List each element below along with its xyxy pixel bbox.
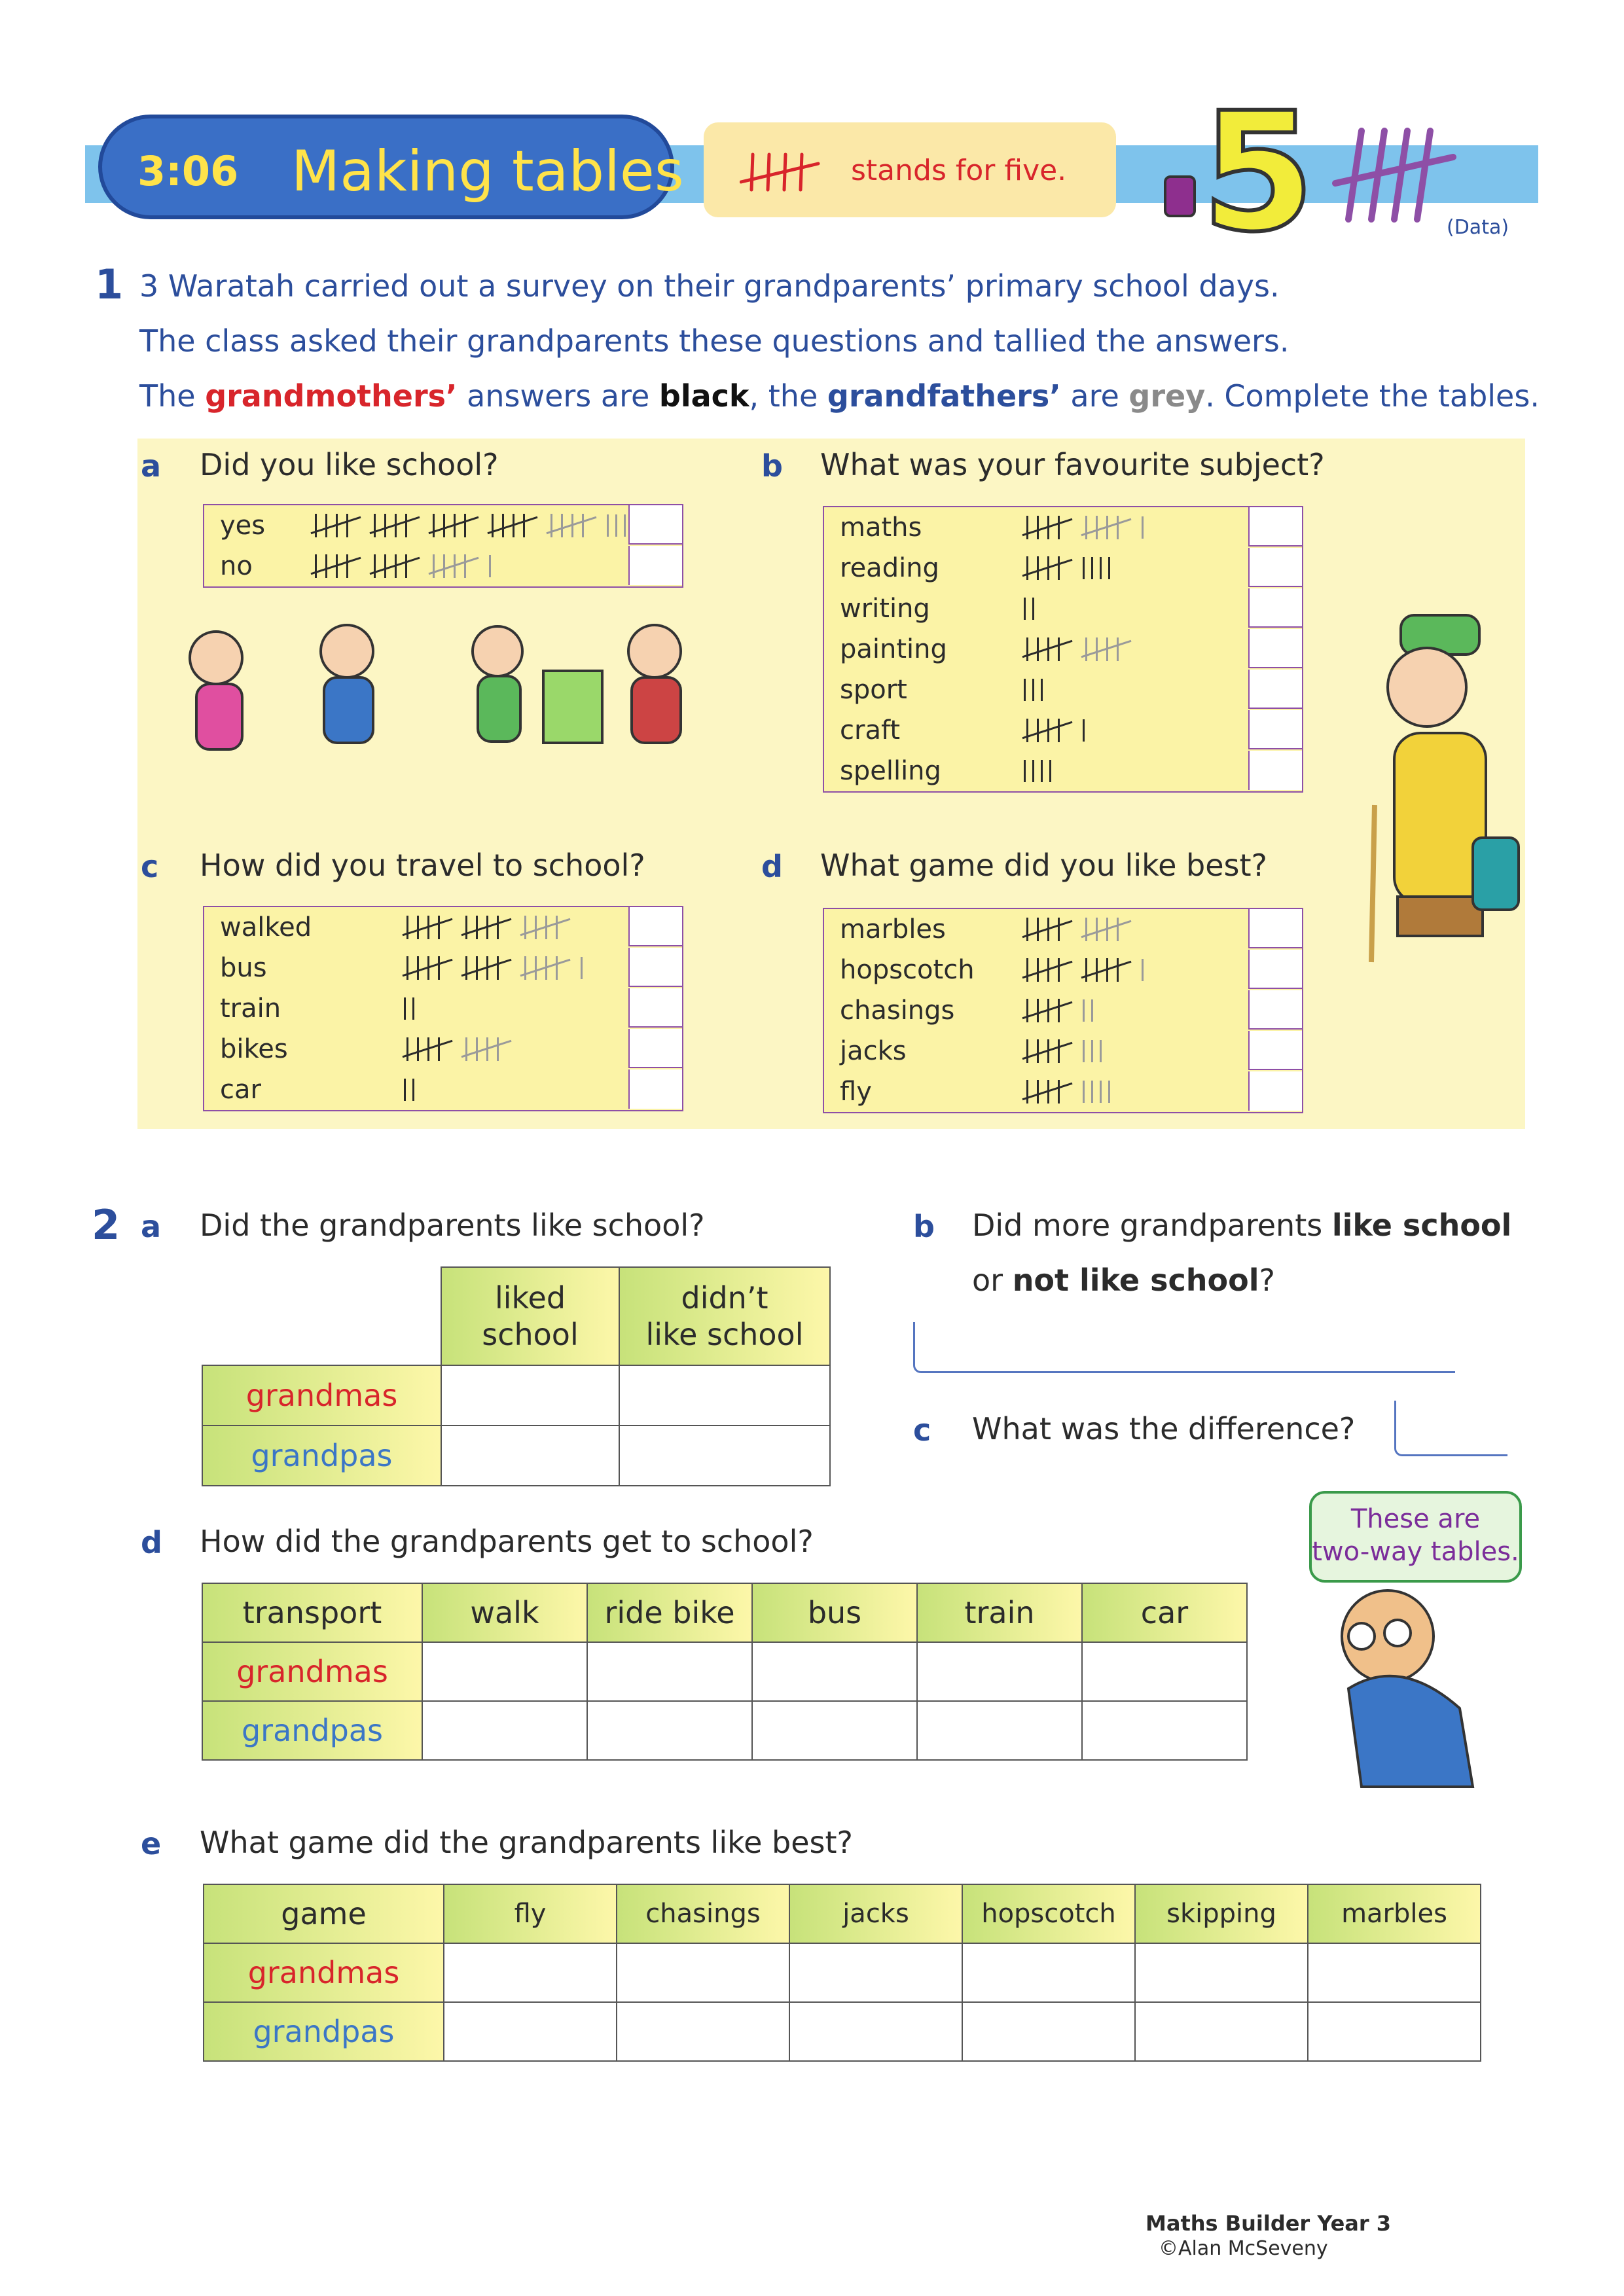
row-label: bikes bbox=[220, 1034, 288, 1064]
row-label: chasings bbox=[840, 996, 955, 1026]
answer-box[interactable] bbox=[628, 505, 682, 545]
tally-group-icon bbox=[522, 914, 568, 941]
tally-row bbox=[824, 950, 1302, 990]
column-header: walk bbox=[422, 1583, 587, 1642]
q2e-two-way-table bbox=[203, 1884, 1481, 2062]
answer-box[interactable] bbox=[1248, 710, 1302, 749]
tally-group-icon bbox=[463, 914, 509, 941]
column-header: bus bbox=[752, 1583, 917, 1642]
answer-cell[interactable] bbox=[619, 1365, 830, 1426]
q2b-question-line1 bbox=[972, 1208, 1511, 1243]
row-header-grandmas: grandmas bbox=[202, 1365, 441, 1426]
tally-stroke-icon bbox=[1024, 598, 1026, 620]
answer-cell[interactable] bbox=[1135, 2002, 1308, 2061]
tally-marks bbox=[1024, 994, 1100, 1024]
tally-marks bbox=[1024, 913, 1142, 943]
tally-group-icon bbox=[548, 512, 594, 539]
tally-stroke-icon bbox=[1032, 598, 1034, 620]
answer-cell[interactable] bbox=[1308, 1943, 1481, 2002]
tally-row bbox=[824, 751, 1302, 791]
tally-group-icon bbox=[1024, 997, 1070, 1024]
tally-group-icon bbox=[312, 512, 358, 539]
tally-stroke-icon bbox=[1100, 557, 1102, 579]
row-label: bus bbox=[220, 953, 267, 983]
question-2-number: 2 bbox=[92, 1201, 120, 1249]
tally-row bbox=[824, 629, 1302, 670]
intro-mid2: , the bbox=[749, 378, 818, 414]
q2b-question-line2 bbox=[972, 1263, 1275, 1298]
answer-box[interactable] bbox=[1248, 548, 1302, 587]
tally-marks bbox=[312, 550, 497, 580]
tally-stroke-icon bbox=[1091, 999, 1093, 1022]
q2d-question: How did the grandparents get to school? bbox=[200, 1524, 814, 1559]
tally-group-icon bbox=[463, 955, 509, 981]
tally-stroke-icon bbox=[412, 997, 414, 1020]
row-header-grandmas: grandmas bbox=[202, 1642, 422, 1701]
tally-row bbox=[204, 1069, 682, 1110]
intro-grandfathers: grandfathers’ bbox=[827, 378, 1061, 414]
q1-intro-line2: The class asked their grandparents these questions and tallied the answers. bbox=[139, 323, 1290, 359]
tally-marks bbox=[404, 952, 589, 982]
tally-stroke-icon bbox=[607, 514, 609, 537]
tally-group-icon bbox=[522, 955, 568, 981]
footer-book-title: Maths Builder Year 3 bbox=[1146, 2211, 1392, 2236]
tally-five-icon bbox=[740, 149, 825, 198]
answer-cell[interactable] bbox=[1082, 1701, 1247, 1760]
q2c-question: What was the difference? bbox=[972, 1411, 1356, 1446]
row-label: train bbox=[220, 994, 281, 1024]
tally-marks bbox=[1024, 633, 1142, 663]
tally-stroke-icon bbox=[412, 1079, 414, 1101]
q1b-tally-table bbox=[823, 506, 1303, 793]
q-bold: not like school bbox=[1012, 1263, 1259, 1298]
tally-group-icon bbox=[312, 553, 358, 579]
tally-marks bbox=[1024, 954, 1150, 984]
answer-box[interactable] bbox=[1248, 950, 1302, 989]
tally-stroke-icon bbox=[1049, 760, 1051, 782]
tally-marks bbox=[312, 509, 641, 539]
tally-group-icon bbox=[1083, 514, 1128, 541]
column-header: chasings bbox=[617, 1884, 789, 1943]
tally-stroke-icon bbox=[1024, 679, 1026, 701]
row-label: fly bbox=[840, 1077, 872, 1107]
tally-stroke-icon bbox=[1100, 1040, 1102, 1062]
tally-stroke-icon bbox=[489, 555, 491, 577]
q1a-label: a bbox=[141, 448, 162, 484]
q1d-tally-table bbox=[823, 908, 1303, 1113]
tally-row bbox=[824, 990, 1302, 1031]
tally-stroke-icon bbox=[1024, 760, 1026, 782]
tally-stroke-icon bbox=[1108, 557, 1110, 579]
answer-box[interactable] bbox=[1248, 588, 1302, 628]
tally-stroke-icon bbox=[404, 997, 406, 1020]
q1b-label: b bbox=[761, 448, 783, 484]
tally-stroke-icon bbox=[1091, 557, 1093, 579]
tally-stroke-icon bbox=[624, 514, 626, 537]
footer-copyright: ©Alan McSeveny bbox=[1159, 2237, 1328, 2260]
tally-stroke-icon bbox=[615, 514, 617, 537]
tally-row bbox=[824, 548, 1302, 588]
tally-stroke-icon bbox=[1142, 959, 1144, 981]
column-header: transport bbox=[202, 1583, 422, 1642]
q2c-answer-box[interactable] bbox=[1394, 1401, 1507, 1456]
page-title: Making tables bbox=[291, 139, 684, 204]
row-label: maths bbox=[840, 512, 922, 543]
row-header-grandpas: grandpas bbox=[202, 1701, 422, 1760]
answer-cell[interactable] bbox=[752, 1642, 917, 1701]
answer-cell[interactable] bbox=[789, 2002, 962, 2061]
answer-cell[interactable] bbox=[1308, 2002, 1481, 2061]
tally-marks bbox=[1024, 552, 1117, 582]
answer-cell[interactable] bbox=[962, 1943, 1135, 2002]
q1a-tally-table bbox=[203, 504, 683, 588]
intro-grandmothers: grandmothers’ bbox=[205, 378, 458, 414]
row-label: painting bbox=[840, 634, 947, 664]
tally-marks bbox=[404, 1073, 421, 1103]
row-label: marbles bbox=[840, 914, 946, 944]
q2e-question: What game did the grandparents like best? bbox=[200, 1825, 853, 1860]
answer-box[interactable] bbox=[1248, 670, 1302, 709]
tally-stroke-icon bbox=[1083, 1081, 1085, 1103]
svg-text:5: 5 bbox=[1201, 85, 1315, 242]
q1c-label: c bbox=[141, 849, 159, 884]
tally-group-icon bbox=[1083, 916, 1128, 942]
tally-stroke-icon bbox=[1083, 557, 1085, 579]
children-illustration-icon bbox=[157, 612, 746, 772]
q1d-label: d bbox=[761, 849, 783, 884]
tally-group-icon bbox=[1083, 957, 1128, 983]
answer-cell[interactable] bbox=[441, 1426, 619, 1486]
q2d-label: d bbox=[141, 1525, 162, 1560]
tally-group-icon bbox=[1083, 636, 1128, 662]
intro-black: black bbox=[659, 378, 749, 414]
tally-marks bbox=[1024, 511, 1150, 541]
header-line: liked bbox=[494, 1280, 566, 1316]
tally-row bbox=[824, 588, 1302, 629]
tally-group-icon bbox=[1024, 916, 1070, 942]
bubble-line: two-way tables. bbox=[1312, 1537, 1519, 1567]
row-label: car bbox=[220, 1075, 261, 1105]
grandfather-illustration-icon bbox=[1309, 1577, 1492, 1796]
answer-box[interactable] bbox=[628, 948, 682, 987]
q2c-label: c bbox=[913, 1412, 931, 1448]
row-label: hopscotch bbox=[840, 955, 975, 985]
tally-marks bbox=[1024, 714, 1091, 744]
row-label: sport bbox=[840, 675, 907, 705]
tally-group-icon bbox=[1024, 1038, 1070, 1064]
q-bold: like school bbox=[1331, 1208, 1512, 1243]
tally-row bbox=[824, 1031, 1302, 1071]
header-line: didn’t bbox=[681, 1280, 768, 1316]
tally-row bbox=[204, 948, 682, 988]
q2a-label: a bbox=[141, 1209, 162, 1244]
answer-cell[interactable] bbox=[1082, 1642, 1247, 1701]
row-header-grandpas: grandpas bbox=[204, 2002, 444, 2061]
tally-marks bbox=[404, 911, 581, 941]
column-header: hopscotch bbox=[962, 1884, 1135, 1943]
q2b-answer-line[interactable] bbox=[913, 1322, 1455, 1373]
tally-group-icon bbox=[404, 955, 450, 981]
row-label: spelling bbox=[840, 756, 941, 786]
header-didnt-like-school bbox=[619, 1267, 830, 1365]
answer-cell[interactable] bbox=[752, 1701, 917, 1760]
answer-cell[interactable] bbox=[587, 1642, 752, 1701]
answer-cell[interactable] bbox=[617, 2002, 789, 2061]
answer-cell[interactable] bbox=[444, 1943, 617, 2002]
tally-row bbox=[824, 909, 1302, 950]
tally-group-icon bbox=[1024, 717, 1070, 744]
tally-stroke-icon bbox=[1083, 719, 1085, 742]
tally-group-icon bbox=[1024, 957, 1070, 983]
row-label: writing bbox=[840, 594, 930, 624]
column-header: skipping bbox=[1135, 1884, 1308, 1943]
answer-cell[interactable] bbox=[422, 1701, 587, 1760]
tally-group-icon bbox=[1024, 555, 1070, 581]
q-text: or bbox=[972, 1263, 1003, 1298]
number-five-mascot-icon bbox=[1152, 85, 1466, 245]
tally-row bbox=[824, 507, 1302, 548]
q1d-question: What game did you like best? bbox=[820, 848, 1267, 883]
answer-cell[interactable] bbox=[1135, 1943, 1308, 2002]
tally-group-icon bbox=[1024, 1079, 1070, 1105]
answer-box[interactable] bbox=[1248, 990, 1302, 1030]
tally-row bbox=[204, 1029, 682, 1069]
answer-cell[interactable] bbox=[962, 2002, 1135, 2061]
q-text: Did more grandparents bbox=[972, 1208, 1323, 1243]
answer-box[interactable] bbox=[1248, 1071, 1302, 1111]
column-header: train bbox=[917, 1583, 1082, 1642]
empty-corner bbox=[202, 1267, 441, 1365]
answer-cell[interactable] bbox=[441, 1365, 619, 1426]
tally-marks bbox=[1024, 592, 1041, 622]
tally-row bbox=[824, 670, 1302, 710]
tally-row bbox=[204, 907, 682, 948]
column-header: game bbox=[204, 1884, 444, 1943]
intro-mid1: answers are bbox=[467, 378, 650, 414]
header-line: like school bbox=[645, 1317, 804, 1352]
q1-intro-line3 bbox=[139, 368, 1540, 423]
header-liked-school bbox=[441, 1267, 619, 1365]
answer-box[interactable] bbox=[1248, 751, 1302, 790]
tally-group-icon bbox=[404, 1036, 450, 1062]
tally-stroke-icon bbox=[1041, 760, 1043, 782]
answer-cell[interactable] bbox=[789, 1943, 962, 2002]
column-header: car bbox=[1082, 1583, 1247, 1642]
tally-marks bbox=[1024, 755, 1058, 785]
column-header: marbles bbox=[1308, 1884, 1481, 1943]
tally-group-icon bbox=[463, 1036, 509, 1062]
row-header-grandpas: grandpas bbox=[202, 1426, 441, 1486]
header-line: school bbox=[482, 1317, 579, 1352]
tally-stroke-icon bbox=[1083, 999, 1085, 1022]
row-label: walked bbox=[220, 912, 312, 942]
tally-group-icon bbox=[430, 553, 476, 579]
tally-marks bbox=[1024, 1075, 1117, 1105]
tally-stroke-icon bbox=[581, 957, 583, 979]
row-label: yes bbox=[220, 511, 266, 541]
answer-box[interactable] bbox=[628, 546, 682, 585]
q1-intro-line1: 3 Waratah carried out a survey on their grandparents’ primary school days. bbox=[139, 268, 1280, 304]
answer-cell[interactable] bbox=[917, 1642, 1082, 1701]
tally-stroke-icon bbox=[1032, 679, 1034, 701]
row-label: jacks bbox=[840, 1036, 907, 1066]
tally-row bbox=[824, 1071, 1302, 1112]
tally-stroke-icon bbox=[1032, 760, 1034, 782]
q2b-label: b bbox=[913, 1209, 935, 1244]
row-label: craft bbox=[840, 715, 901, 745]
answer-box[interactable] bbox=[1248, 1031, 1302, 1070]
answer-box[interactable] bbox=[628, 988, 682, 1028]
answer-cell[interactable] bbox=[422, 1642, 587, 1701]
tally-row bbox=[204, 988, 682, 1029]
q2d-two-way-table bbox=[202, 1583, 1248, 1761]
intro-mid3: are bbox=[1070, 378, 1119, 414]
tally-row bbox=[204, 546, 682, 586]
tally-group-icon bbox=[489, 512, 535, 539]
q2e-label: e bbox=[141, 1826, 162, 1861]
column-header: fly bbox=[444, 1884, 617, 1943]
grandmother-illustration-icon bbox=[1335, 609, 1532, 984]
tally-group-icon bbox=[1024, 636, 1070, 662]
answer-box[interactable] bbox=[628, 907, 682, 946]
tally-row bbox=[824, 710, 1302, 751]
question-1-number: 1 bbox=[95, 260, 124, 308]
answer-box[interactable] bbox=[1248, 507, 1302, 547]
answer-box[interactable] bbox=[628, 1069, 682, 1109]
tally-stroke-icon bbox=[1091, 1040, 1093, 1062]
row-header-grandmas: grandmas bbox=[204, 1943, 444, 2002]
section-code: 3:06 bbox=[137, 147, 239, 195]
intro-the: The bbox=[139, 378, 196, 414]
answer-box[interactable] bbox=[628, 1029, 682, 1068]
tally-group-icon bbox=[371, 553, 417, 579]
answer-cell[interactable] bbox=[587, 1701, 752, 1760]
q2a-two-way-table bbox=[202, 1266, 831, 1486]
answer-cell[interactable] bbox=[917, 1701, 1082, 1760]
tally-group-icon bbox=[371, 512, 417, 539]
q2a-question: Did the grandparents like school? bbox=[200, 1208, 705, 1243]
row-label: reading bbox=[840, 553, 939, 583]
answer-box[interactable] bbox=[1248, 629, 1302, 668]
answer-cell[interactable] bbox=[444, 2002, 617, 2061]
column-header: ride bike bbox=[587, 1583, 752, 1642]
tally-group-icon bbox=[404, 914, 450, 941]
column-header: jacks bbox=[789, 1884, 962, 1943]
tally-stroke-icon bbox=[1100, 1081, 1102, 1103]
bubble-line: These are bbox=[1350, 1504, 1481, 1534]
strand-label: (Data) bbox=[1447, 216, 1509, 239]
tally-stroke-icon bbox=[1108, 1081, 1110, 1103]
intro-end: . Complete the tables. bbox=[1205, 378, 1540, 414]
tally-marks bbox=[1024, 673, 1049, 704]
tally-note-text: stands for five. bbox=[851, 154, 1067, 187]
q1a-question: Did you like school? bbox=[200, 447, 499, 482]
tally-stroke-icon bbox=[404, 1079, 406, 1101]
answer-cell[interactable] bbox=[617, 1943, 789, 2002]
tally-stroke-icon bbox=[1091, 1081, 1093, 1103]
q1c-question: How did you travel to school? bbox=[200, 848, 645, 883]
q1c-tally-table bbox=[203, 906, 683, 1111]
tally-stroke-icon bbox=[1041, 679, 1043, 701]
tally-group-icon bbox=[1024, 514, 1070, 541]
tally-row bbox=[204, 505, 682, 546]
tally-stroke-icon bbox=[1083, 1040, 1085, 1062]
answer-box[interactable] bbox=[1248, 909, 1302, 948]
tally-marks bbox=[404, 1033, 522, 1063]
intro-grey: grey bbox=[1128, 378, 1206, 414]
tally-marks bbox=[1024, 1035, 1108, 1065]
q1b-question: What was your favourite subject? bbox=[820, 447, 1325, 482]
row-label: no bbox=[220, 551, 253, 581]
speech-bubble bbox=[1309, 1491, 1522, 1583]
q-text: ? bbox=[1259, 1263, 1275, 1298]
tally-stroke-icon bbox=[1142, 516, 1144, 539]
answer-cell[interactable] bbox=[619, 1426, 830, 1486]
tally-marks bbox=[404, 992, 421, 1022]
tally-group-icon bbox=[430, 512, 476, 539]
